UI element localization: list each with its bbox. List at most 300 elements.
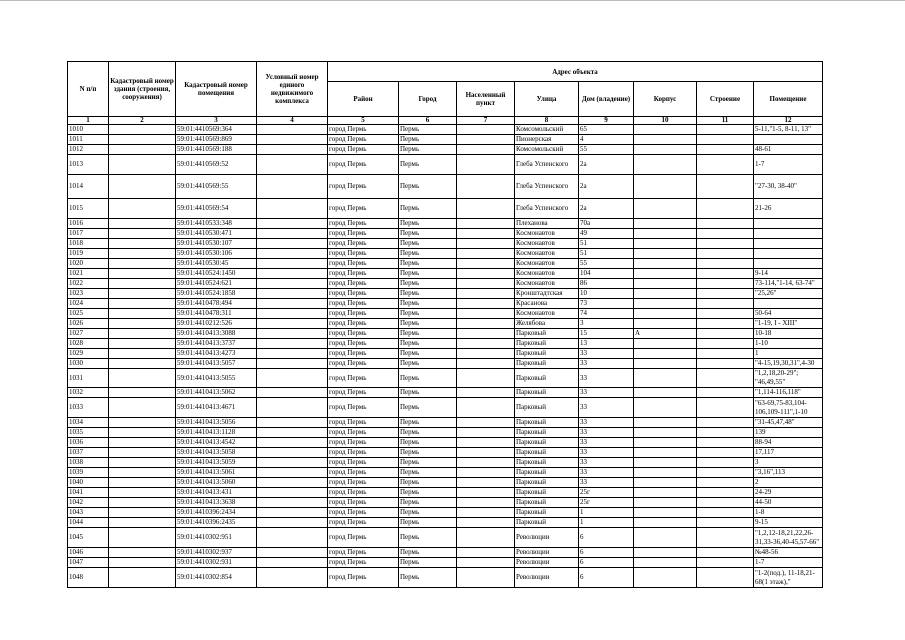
cadastral-building-cell [109, 359, 176, 369]
stroenie-cell [697, 369, 754, 388]
street-cell: Революции [515, 548, 579, 558]
cadastral-room-cell: 59:01:4410302:951 [176, 528, 257, 548]
cadastral-room-cell: 59:01:4410413:4542 [176, 438, 257, 448]
district-cell: город Пермь [328, 528, 399, 548]
conditional-number-cell [257, 388, 328, 398]
room-cell: 50-64 [754, 309, 823, 319]
cadastral-building-cell [109, 418, 176, 428]
district-cell: город Пермь [328, 319, 399, 329]
cadastral-room-cell: 59:01:4410413:5057 [176, 359, 257, 369]
table-row [68, 418, 823, 428]
district-cell: город Пермь [328, 229, 399, 239]
row-number: 1015 [68, 199, 109, 219]
cadastral-room-cell: 59:01:4410212:526 [176, 319, 257, 329]
korpus-cell [634, 518, 697, 528]
house-cell: 10 [579, 289, 634, 299]
cadastral-room-cell: 59:01:4410569:869 [176, 135, 257, 145]
settlement-cell [457, 488, 515, 498]
korpus-cell [634, 269, 697, 279]
korpus-cell [634, 558, 697, 568]
city-cell: Пермь [399, 548, 457, 558]
district-cell: город Пермь [328, 279, 399, 289]
city-cell: Пермь [399, 239, 457, 249]
column-number: 6 [399, 117, 457, 125]
conditional-number-cell [257, 558, 328, 568]
cadastral-building-cell [109, 229, 176, 239]
cadastral-room-cell: 59:01:4410302:931 [176, 558, 257, 568]
table-row [68, 269, 823, 279]
house-cell: 33 [579, 428, 634, 438]
korpus-cell [634, 428, 697, 438]
stroenie-cell [697, 249, 754, 259]
house-cell: 33 [579, 418, 634, 428]
conditional-number-cell [257, 339, 328, 349]
cadastral-room-cell: 59:01:4410413:3088 [176, 329, 257, 339]
table-row [68, 289, 823, 299]
district-cell: город Пермь [328, 219, 399, 229]
column-number: 3 [176, 117, 257, 125]
district-cell: город Пермь [328, 249, 399, 259]
row-number: 1045 [68, 528, 109, 548]
korpus-cell [634, 438, 697, 448]
row-number: 1037 [68, 448, 109, 458]
conditional-number-cell [257, 548, 328, 558]
table-row [68, 488, 823, 498]
table-row [68, 508, 823, 518]
row-number: 1041 [68, 488, 109, 498]
stroenie-cell [697, 458, 754, 468]
cadastral-building-cell [109, 558, 176, 568]
room-cell: 9-14 [754, 269, 823, 279]
settlement-cell [457, 145, 515, 155]
row-number: 1014 [68, 175, 109, 199]
house-cell: 6 [579, 558, 634, 568]
street-cell: Революции [515, 568, 579, 588]
settlement-cell [457, 558, 515, 568]
table-row [68, 398, 823, 418]
street-cell: Парковый [515, 478, 579, 488]
city-cell: Пермь [399, 289, 457, 299]
room-cell: "1-19, I - XIII" [754, 319, 823, 329]
conditional-number-cell [257, 508, 328, 518]
table-row [68, 438, 823, 448]
house-cell: 33 [579, 468, 634, 478]
city-cell: Пермь [399, 468, 457, 478]
house-cell: 2а [579, 199, 634, 219]
row-number: 1021 [68, 269, 109, 279]
cadastral-building-cell [109, 299, 176, 309]
city-cell: Пермь [399, 528, 457, 548]
district-cell: город Пермь [328, 458, 399, 468]
house-cell: 33 [579, 359, 634, 369]
row-number: 1011 [68, 135, 109, 145]
settlement-cell [457, 269, 515, 279]
table-row [68, 458, 823, 468]
cadastral-building-cell [109, 458, 176, 468]
stroenie-cell [697, 558, 754, 568]
city-cell: Пермь [399, 125, 457, 135]
city-cell: Пермь [399, 558, 457, 568]
district-cell: город Пермь [328, 349, 399, 359]
house-cell: 70а [579, 219, 634, 229]
conditional-number-cell [257, 568, 328, 588]
column-numbers-row [68, 117, 823, 125]
row-number: 1035 [68, 428, 109, 438]
room-cell: "1-2(под.), 11-18,21-68(1 этаж)," [754, 568, 823, 588]
house-cell: 73 [579, 299, 634, 309]
stroenie-cell [697, 289, 754, 299]
settlement-cell [457, 279, 515, 289]
street-cell: Парковый [515, 508, 579, 518]
street-cell: Парковый [515, 448, 579, 458]
table-row [68, 548, 823, 558]
stroenie-cell [697, 498, 754, 508]
city-cell: Пермь [399, 175, 457, 199]
stroenie-cell [697, 398, 754, 418]
street-cell: Желябова [515, 319, 579, 329]
cadastral-building-cell [109, 125, 176, 135]
korpus-cell [634, 259, 697, 269]
settlement-cell [457, 219, 515, 229]
city-cell: Пермь [399, 388, 457, 398]
cadastral-building-cell [109, 369, 176, 388]
column-number: 10 [634, 117, 697, 125]
stroenie-cell [697, 309, 754, 319]
room-cell [754, 259, 823, 269]
settlement-cell [457, 319, 515, 329]
cadastral-room-cell: 59:01:4410524:621 [176, 279, 257, 289]
header-num: N п/п [68, 62, 109, 117]
house-cell: 6 [579, 568, 634, 588]
stroenie-cell [697, 568, 754, 588]
room-cell [754, 219, 823, 229]
city-cell: Пермь [399, 478, 457, 488]
table-row [68, 339, 823, 349]
row-number: 1031 [68, 369, 109, 388]
street-cell: Космонавтов [515, 269, 579, 279]
stroenie-cell [697, 199, 754, 219]
row-number: 1047 [68, 558, 109, 568]
column-number: 11 [697, 117, 754, 125]
cadastral-room-cell: 59:01:4410569:188 [176, 145, 257, 155]
stroenie-cell [697, 135, 754, 145]
cadastral-building-cell [109, 339, 176, 349]
city-cell: Пермь [399, 418, 457, 428]
district-cell: город Пермь [328, 145, 399, 155]
row-number: 1039 [68, 468, 109, 478]
header-address: Адрес объекта [328, 62, 823, 82]
conditional-number-cell [257, 478, 328, 488]
room-cell: 3 [754, 458, 823, 468]
street-cell: Парковый [515, 418, 579, 428]
city-cell: Пермь [399, 299, 457, 309]
street-cell: Космонавтов [515, 259, 579, 269]
district-cell: город Пермь [328, 199, 399, 219]
table-row [68, 428, 823, 438]
korpus-cell [634, 398, 697, 418]
settlement-cell [457, 388, 515, 398]
cadastral-building-cell [109, 448, 176, 458]
district-cell: город Пермь [328, 498, 399, 508]
conditional-number-cell [257, 279, 328, 289]
room-cell [754, 229, 823, 239]
street-cell: Парковый [515, 438, 579, 448]
table-row [68, 299, 823, 309]
cadastral-room-cell: 59:01:4410530:106 [176, 249, 257, 259]
city-cell: Пермь [399, 339, 457, 349]
district-cell: город Пермь [328, 299, 399, 309]
table-row [68, 175, 823, 199]
cadastral-room-cell: 59:01:4410533:348 [176, 219, 257, 229]
cadastral-building-cell [109, 528, 176, 548]
header-house: Дом (владение) [579, 82, 634, 117]
house-cell: 25г [579, 488, 634, 498]
conditional-number-cell [257, 458, 328, 468]
room-cell: 1-10 [754, 339, 823, 349]
korpus-cell: А [634, 329, 697, 339]
header-city: Город [399, 82, 457, 117]
row-number: 1027 [68, 329, 109, 339]
room-cell: "4-15,19,30,31",4-30 [754, 359, 823, 369]
korpus-cell [634, 175, 697, 199]
district-cell: город Пермь [328, 468, 399, 478]
header-district: Район [328, 82, 399, 117]
city-cell: Пермь [399, 309, 457, 319]
conditional-number-cell [257, 309, 328, 319]
settlement-cell [457, 155, 515, 175]
row-number: 1022 [68, 279, 109, 289]
room-cell: 73-114,"1-14, 63-74" [754, 279, 823, 289]
stroenie-cell [697, 468, 754, 478]
cadastral-room-cell: 59:01:4410569:55 [176, 175, 257, 199]
property-table [67, 61, 823, 588]
stroenie-cell [697, 155, 754, 175]
stroenie-cell [697, 319, 754, 329]
stroenie-cell [697, 528, 754, 548]
city-cell: Пермь [399, 135, 457, 145]
settlement-cell [457, 369, 515, 388]
row-number: 1040 [68, 478, 109, 488]
korpus-cell [634, 125, 697, 135]
room-cell: 17,117 [754, 448, 823, 458]
korpus-cell [634, 309, 697, 319]
stroenie-cell [697, 339, 754, 349]
cadastral-room-cell: 59:01:4410396:2434 [176, 508, 257, 518]
stroenie-cell [697, 359, 754, 369]
street-cell: Космонавтов [515, 249, 579, 259]
cadastral-building-cell [109, 329, 176, 339]
conditional-number-cell [257, 259, 328, 269]
city-cell: Пермь [399, 199, 457, 219]
cadastral-building-cell [109, 349, 176, 359]
settlement-cell [457, 468, 515, 478]
stroenie-cell [697, 488, 754, 498]
korpus-cell [634, 299, 697, 309]
district-cell: город Пермь [328, 518, 399, 528]
room-cell: 2 [754, 478, 823, 488]
settlement-cell [457, 448, 515, 458]
conditional-number-cell [257, 418, 328, 428]
cadastral-building-cell [109, 289, 176, 299]
district-cell: город Пермь [328, 558, 399, 568]
korpus-cell [634, 135, 697, 145]
cadastral-building-cell [109, 428, 176, 438]
stroenie-cell [697, 518, 754, 528]
street-cell: Парковый [515, 498, 579, 508]
district-cell: город Пермь [328, 548, 399, 558]
stroenie-cell [697, 239, 754, 249]
street-cell: Космонавтов [515, 229, 579, 239]
table-row [68, 359, 823, 369]
settlement-cell [457, 518, 515, 528]
table-row [68, 145, 823, 155]
conditional-number-cell [257, 329, 328, 339]
korpus-cell [634, 239, 697, 249]
settlement-cell [457, 498, 515, 508]
street-cell: Комсомольский [515, 125, 579, 135]
table-row [68, 558, 823, 568]
korpus-cell [634, 568, 697, 588]
house-cell: 86 [579, 279, 634, 289]
row-number: 1019 [68, 249, 109, 259]
house-cell: 25г [579, 498, 634, 508]
settlement-cell [457, 199, 515, 219]
settlement-cell [457, 239, 515, 249]
table-row [68, 518, 823, 528]
stroenie-cell [697, 448, 754, 458]
table-row [68, 229, 823, 239]
cadastral-building-cell [109, 239, 176, 249]
room-cell: "63-69,75-83,104-106,109-111",1-10 [754, 398, 823, 418]
city-cell: Пермь [399, 319, 457, 329]
korpus-cell [634, 319, 697, 329]
city-cell: Пермь [399, 259, 457, 269]
street-cell: Парковый [515, 518, 579, 528]
room-cell [754, 249, 823, 259]
house-cell: 51 [579, 249, 634, 259]
room-cell: 21-26 [754, 199, 823, 219]
row-number: 1024 [68, 299, 109, 309]
korpus-cell [634, 155, 697, 175]
row-number: 1013 [68, 155, 109, 175]
cadastral-room-cell: 59:01:4410413:5060 [176, 478, 257, 488]
settlement-cell [457, 528, 515, 548]
conditional-number-cell [257, 448, 328, 458]
cadastral-room-cell: 59:01:4410413:5055 [176, 369, 257, 388]
row-number: 1029 [68, 349, 109, 359]
stroenie-cell [697, 349, 754, 359]
cadastral-building-cell [109, 438, 176, 448]
korpus-cell [634, 418, 697, 428]
cadastral-building-cell [109, 498, 176, 508]
row-number: 1033 [68, 398, 109, 418]
city-cell: Пермь [399, 219, 457, 229]
street-cell: Кронштадтская [515, 289, 579, 299]
row-number: 1017 [68, 229, 109, 239]
cadastral-room-cell: 59:01:4410413:431 [176, 488, 257, 498]
street-cell: Глеба Успенского [515, 175, 579, 199]
settlement-cell [457, 289, 515, 299]
house-cell: 65 [579, 125, 634, 135]
house-cell: 33 [579, 438, 634, 448]
cadastral-building-cell [109, 488, 176, 498]
korpus-cell [634, 369, 697, 388]
settlement-cell [457, 398, 515, 418]
row-number: 1020 [68, 259, 109, 269]
cadastral-building-cell [109, 259, 176, 269]
conditional-number-cell [257, 289, 328, 299]
street-cell: Парковый [515, 488, 579, 498]
cadastral-building-cell [109, 568, 176, 588]
row-number: 1023 [68, 289, 109, 299]
district-cell: город Пермь [328, 369, 399, 388]
district-cell: город Пермь [328, 339, 399, 349]
conditional-number-cell [257, 145, 328, 155]
row-number: 1028 [68, 339, 109, 349]
cadastral-building-cell [109, 135, 176, 145]
settlement-cell [457, 508, 515, 518]
header-cadastral-room: Кадастровый номер помещения [176, 62, 257, 117]
cadastral-building-cell [109, 249, 176, 259]
stroenie-cell [697, 259, 754, 269]
table-row [68, 259, 823, 269]
conditional-number-cell [257, 269, 328, 279]
cadastral-room-cell: 59:01:4410569:54 [176, 199, 257, 219]
room-cell: "3,16",113 [754, 468, 823, 478]
house-cell: 33 [579, 478, 634, 488]
row-number: 1025 [68, 309, 109, 319]
street-cell: Парковый [515, 349, 579, 359]
settlement-cell [457, 329, 515, 339]
header-stroenie: Строение [697, 82, 754, 117]
cadastral-room-cell: 59:01:4410413:1128 [176, 428, 257, 438]
street-cell: Парковый [515, 398, 579, 418]
room-cell: 1-7 [754, 155, 823, 175]
conditional-number-cell [257, 488, 328, 498]
city-cell: Пермь [399, 229, 457, 239]
cadastral-building-cell [109, 309, 176, 319]
stroenie-cell [697, 508, 754, 518]
table-row [68, 239, 823, 249]
district-cell: город Пермь [328, 239, 399, 249]
settlement-cell [457, 299, 515, 309]
conditional-number-cell [257, 219, 328, 229]
cadastral-building-cell [109, 388, 176, 398]
cadastral-building-cell [109, 548, 176, 558]
korpus-cell [634, 548, 697, 558]
korpus-cell [634, 498, 697, 508]
settlement-cell [457, 478, 515, 488]
table-row [68, 319, 823, 329]
row-number: 1036 [68, 438, 109, 448]
conditional-number-cell [257, 398, 328, 418]
cadastral-room-cell: 59:01:4410413:3638 [176, 498, 257, 508]
street-cell: Комсомольский [515, 145, 579, 155]
district-cell: город Пермь [328, 438, 399, 448]
room-cell: "1,114-116,118" [754, 388, 823, 398]
house-cell: 2а [579, 155, 634, 175]
street-cell: Парковый [515, 369, 579, 388]
korpus-cell [634, 145, 697, 155]
street-cell: Глеба Успенского [515, 199, 579, 219]
row-number: 1012 [68, 145, 109, 155]
cadastral-building-cell [109, 219, 176, 229]
room-cell: 88-94 [754, 438, 823, 448]
district-cell: город Пермь [328, 125, 399, 135]
cadastral-room-cell: 59:01:4410478:311 [176, 309, 257, 319]
table-row [68, 349, 823, 359]
conditional-number-cell [257, 319, 328, 329]
